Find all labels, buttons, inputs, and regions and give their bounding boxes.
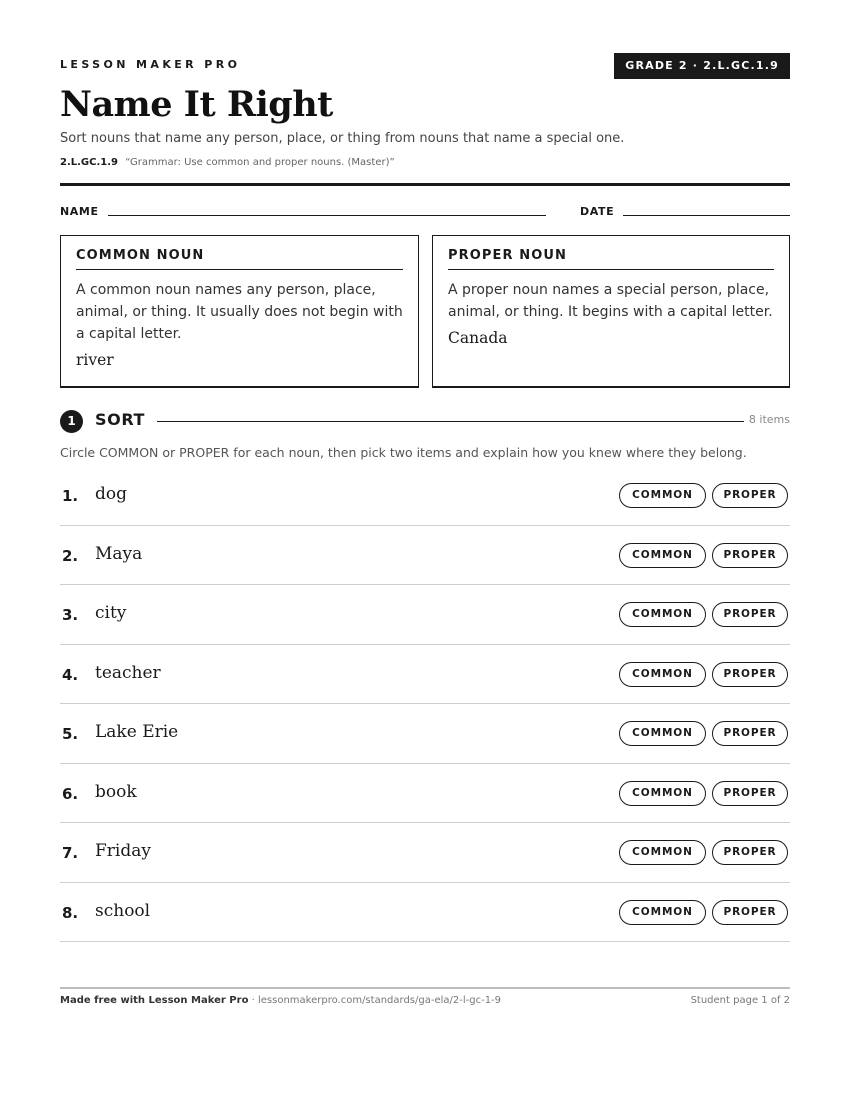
item-number: 6. — [62, 784, 79, 803]
name-field[interactable] — [108, 215, 546, 216]
page-title: Name It Right — [60, 84, 333, 125]
item-number: 3. — [62, 606, 79, 624]
page-indicator: Student page 1 of 2 — [690, 995, 790, 1006]
item-number: 1. — [62, 487, 79, 505]
section-number-badge: 1 — [60, 410, 83, 433]
item-count: 8 items — [748, 413, 790, 426]
worksheet-page — [60, 0, 790, 1100]
item-number: 7. — [62, 844, 79, 862]
common-choice-button[interactable]: COMMON — [619, 602, 706, 627]
item-number: 8. — [62, 903, 79, 922]
definition-example: river — [76, 351, 114, 369]
item-number: 4. — [62, 665, 79, 684]
proper-choice-button[interactable]: PROPER — [712, 900, 788, 925]
footer-divider — [60, 987, 790, 989]
common-choice-button[interactable]: COMMON — [619, 840, 706, 865]
item-word: Friday — [95, 841, 151, 861]
list-item — [60, 526, 790, 586]
item-word: book — [95, 781, 137, 802]
footer-made-with: Made free with Lesson Maker Pro — [60, 995, 249, 1006]
item-word: city — [95, 603, 127, 623]
definition-text: A proper noun names a special person, place, animal, or thing. It begins with a capital letter. — [448, 282, 773, 320]
list-item — [60, 704, 790, 764]
header-divider — [60, 183, 790, 186]
proper-noun-card — [432, 235, 790, 388]
footer-url[interactable]: · lessonmakerpro.com/standards/ga-ela/2-l-gc-1-9 — [248, 995, 502, 1006]
proper-choice-button[interactable]: PROPER — [712, 543, 788, 568]
section-header — [60, 409, 790, 433]
common-choice-button[interactable]: COMMON — [619, 483, 706, 508]
item-word: Lake Erie — [95, 722, 179, 742]
list-item — [60, 585, 790, 645]
item-number: 5. — [62, 725, 79, 743]
brand-name: LESSON MAKER PRO — [60, 58, 241, 71]
definition-heading: COMMON NOUN — [76, 248, 403, 270]
item-list — [60, 466, 790, 942]
proper-choice-button[interactable]: PROPER — [712, 483, 788, 508]
grade-badge: GRADE 2 · 2.L.GC.1.9 — [614, 53, 790, 79]
proper-choice-button[interactable]: PROPER — [712, 662, 788, 687]
definition-heading: PROPER NOUN — [448, 248, 774, 270]
common-noun-card — [60, 235, 419, 388]
item-word: Maya — [95, 543, 143, 564]
item-word: school — [95, 900, 151, 921]
standard-code: 2.L.GC.1.9 — [60, 157, 118, 168]
footer-credit — [60, 995, 501, 1006]
item-word: dog — [95, 484, 127, 504]
standard-description: “Grammar: Use common and proper nouns. (Master)” — [125, 157, 395, 168]
page-subtitle: Sort nouns that name any person, place, or thing from nouns that name a special one. — [60, 131, 625, 146]
list-item — [60, 645, 790, 705]
proper-choice-button[interactable]: PROPER — [712, 840, 788, 865]
date-label: DATE — [580, 205, 615, 218]
definition-example: Canada — [448, 329, 508, 347]
list-item — [60, 823, 790, 883]
item-number: 2. — [62, 546, 79, 565]
item-word: teacher — [95, 662, 161, 683]
common-choice-button[interactable]: COMMON — [619, 721, 706, 746]
section-title: SORT — [95, 410, 146, 429]
proper-choice-button[interactable]: PROPER — [712, 602, 788, 627]
common-choice-button[interactable]: COMMON — [619, 900, 706, 925]
common-choice-button[interactable]: COMMON — [619, 543, 706, 568]
common-choice-button[interactable]: COMMON — [619, 781, 706, 806]
list-item — [60, 764, 790, 824]
section-divider — [157, 421, 744, 422]
instructions: Circle COMMON or PROPER for each noun, then pick two items and explain how you knew where they belong. — [60, 445, 747, 460]
date-field[interactable] — [623, 215, 790, 216]
definition-text: A common noun names any person, place, animal, or thing. It usually does not begin with a capital letter. — [76, 282, 403, 342]
name-label: NAME — [60, 205, 99, 218]
list-item — [60, 466, 790, 526]
proper-choice-button[interactable]: PROPER — [712, 721, 788, 746]
list-item — [60, 883, 790, 943]
standard-line — [60, 157, 395, 168]
proper-choice-button[interactable]: PROPER — [712, 781, 788, 806]
common-choice-button[interactable]: COMMON — [619, 662, 706, 687]
